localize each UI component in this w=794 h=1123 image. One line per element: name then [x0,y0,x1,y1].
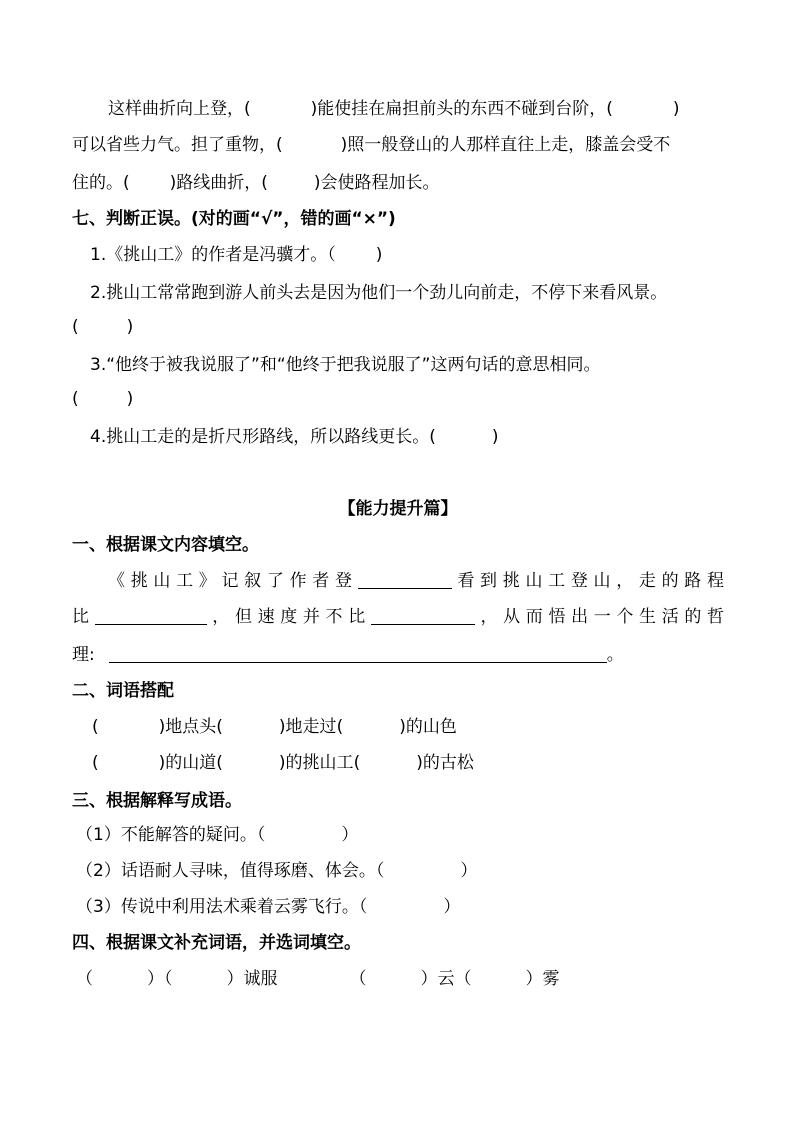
fill-blank[interactable] [358,570,452,589]
s3-q1: （1）不能解答的疑问。（ ） [76,825,359,845]
sec7-q1: 1.《挑山工》的作者是冯骥才。（ ) [90,245,383,265]
collocation-item: ( )的挑山工 [216,753,354,773]
fill-blank[interactable] [109,644,607,663]
s4-row: （ ）（ ）诚服 （ ）云（ ）雾 [76,969,560,989]
sec7-q2-answer: ( ) [72,317,134,337]
s1-line-3: 理: 。 [72,645,624,665]
section-3-title: 三、根据解释写成语。 [72,791,242,811]
section-4-title: 四、根据课文补充词语，并选词填空。 [72,933,361,953]
collocation-item: ( )的山色 [336,717,457,737]
s1-line-2: 比 ，但速度并不比 ，从而悟出一个生活的哲 [72,607,725,627]
collocation-item: ( )地点头 [92,717,217,737]
para-line-3: 住的。( )路线曲折，( )会使路程加长。 [72,173,440,193]
s2-row-1 [92,716,744,738]
section-7-title: 七、判断正误。(对的画“√”，错的画“×”) [72,209,396,229]
section-heading: 【能力提升篇】 [338,499,458,519]
section-1-title: 一、根据课文内容填空。 [72,535,259,555]
sec7-q4: 4.挑山工走的是折尺形路线，所以路线更长。( ) [90,427,499,447]
sec7-q3: 3.“他终于被我说服了”和“他终于把我说服了”这两句话的意思相同。 [90,355,601,375]
para-line-2: 可以省些力气。担了重物，( )照一般登山的人那样直往上走，膝盖会受不 [72,135,671,155]
sec7-q3-answer: ( ) [72,389,134,409]
sec7-q2: 2.挑山工常常跑到游人前头去是因为他们一个劲儿向前走，不停下来看风景。 [90,283,668,303]
para-line-1: 这样曲折向上登，( )能使挂在扁担前头的东西不碰到台阶，( ) [108,99,680,119]
collocation-item: ( )地走过 [216,717,337,737]
section-2-title: 二、词语搭配 [72,681,174,701]
s1-line-1: 《挑山工》记叙了作者登 看到挑山工登山，走的路程 [108,571,725,591]
s3-q3: （3）传说中利用法术乘着云雾飞行。（ ） [76,897,461,917]
fill-blank[interactable] [95,606,207,625]
fill-blank[interactable] [371,606,475,625]
collocation-item: ( )的山道 [92,753,217,773]
s3-q2: （2）话语耐人寻味，值得琢磨、体会。（ ） [76,861,478,881]
s2-row-2 [92,752,744,774]
collocation-item: ( )的古松 [353,753,474,773]
